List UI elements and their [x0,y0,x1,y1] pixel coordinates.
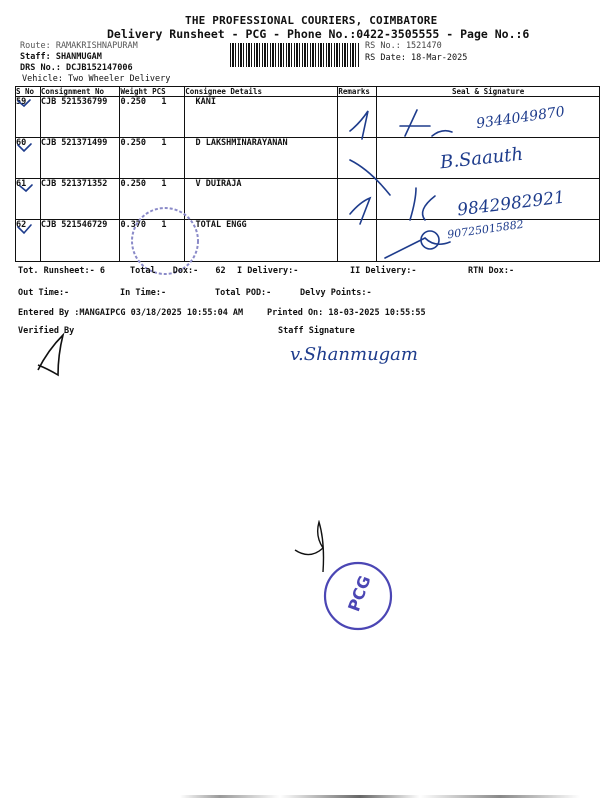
col-weight-pcs: Weight PCS [120,87,185,97]
col-consignee: Consignee Details [185,87,338,97]
delvy-points: Delvy Points:- [300,288,372,298]
vehicle-label: Vehicle: Two Wheeler Delivery [22,74,171,84]
entered-by: Entered By :MANGAIPCG 03/18/2025 10:55:04 AM [18,308,244,318]
printed-on: Printed On: 18-03-2025 10:55:55 [267,308,426,318]
signature-phone-1: 9344049870 [475,103,566,133]
rs-number: RS No.: 1521470 [365,41,442,51]
table-row: 60 CJB 521371499 0.250 1 D LAKSHMINARAYANAN [16,138,600,179]
stamp-text: PCG [344,573,375,614]
signature-name-2: B.Saauth [439,143,525,174]
col-remarks: Remarks [338,87,377,97]
col-sno: S No [16,87,41,97]
route-label: Route: RAMAKRISHNAPURAM [20,41,138,51]
out-time: Out Time:- [18,288,70,298]
col-seal-signature: Seal & Signature [377,87,600,97]
signature-phone-3: 9842982921 [456,187,566,221]
rtn-dox: RTN Dox:- [468,266,515,276]
runsheet-title: Delivery Runsheet - PCG - Phone No.:0422-3505555 - Page No.:6 [107,27,530,41]
staff-label: Staff: SHANMUGAM [20,52,102,62]
tot-runsheet: Tot. Runsheet:- 6 [18,266,105,276]
scan-edge-mark [180,795,580,798]
drs-number: DRS No.: DCJB152147006 [20,63,133,73]
table-row: 62 CJB 521546729 0.370 1 TOTAL ENGG [16,220,600,262]
col-consignment: Consignment No [40,87,120,97]
staff-signature: v.Shanmugam [290,344,418,365]
table-row: 59 CJB 521536799 0.250 1 KANI [16,97,600,138]
verified-signature [30,330,80,380]
ii-delivery: II Delivery:- [350,266,417,276]
i-delivery: I Delivery:- [237,266,299,276]
in-time: In Time:- [120,288,167,298]
total-pod: Total POD:- [215,288,272,298]
verified-by: Verified By [18,326,75,336]
company-title: THE PROFESSIONAL COURIERS, COIMBATORE [185,14,438,27]
table-row: 61 CJB 521371352 0.250 1 V DUIRAJA [16,179,600,220]
staff-signature-label: Staff Signature [278,326,355,336]
rs-date: RS Date: 18-Mar-2025 [365,53,468,63]
signature-phone-4: 90725015882 [446,217,525,242]
total-dox: Total Dox:- 62 [130,266,226,276]
